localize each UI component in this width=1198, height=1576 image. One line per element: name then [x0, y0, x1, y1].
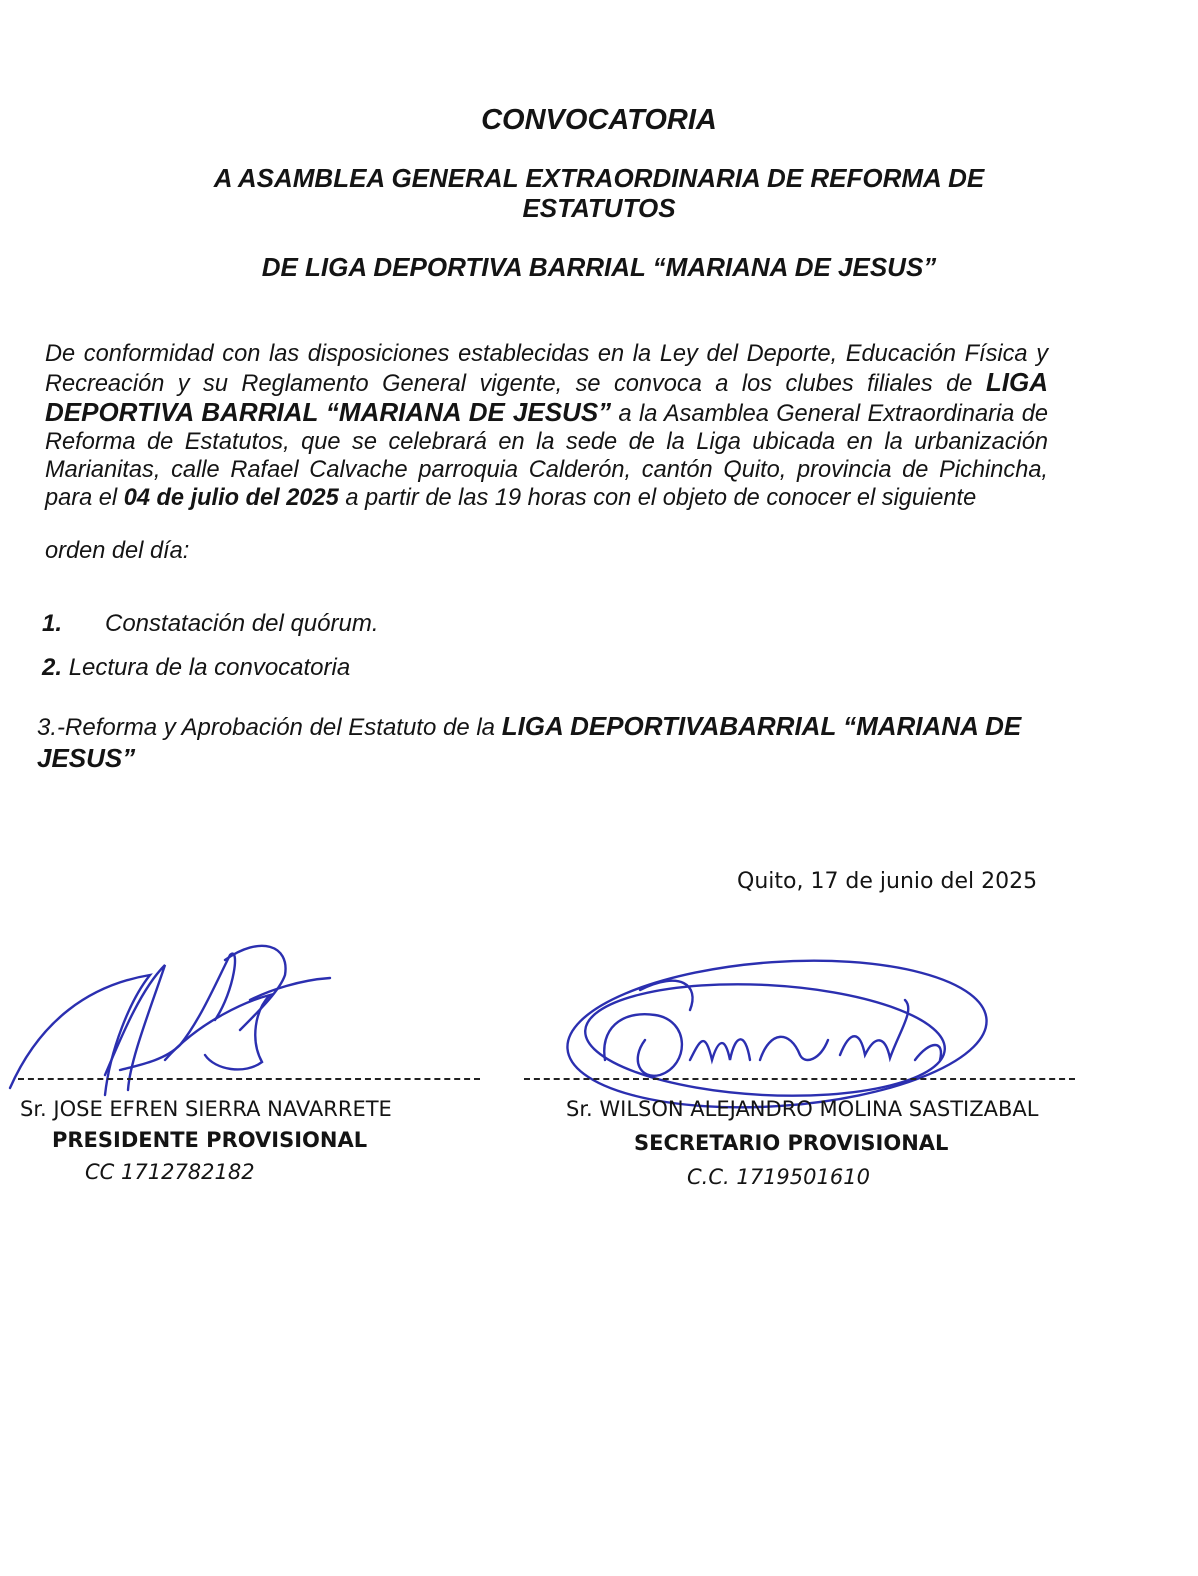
agenda-item-2-text: Lectura de la convocatoria	[68, 654, 351, 681]
left-signatory-id: CC 1712782182	[85, 1160, 255, 1184]
paragraph-part2: a la Asamblea General Extraordinaria de Reforma de Estatutos, que se celebrará en la sede de la Liga ubicada en la urbanización Marianitas, calle Rafael Calvache parroquia Calderón, cantón Quito, provincia de Pichincha, para el	[45, 401, 1048, 511]
agenda-item-3-prefix: 3.-Reforma y Aprobación del Estatuto de la	[37, 714, 502, 741]
right-signatory-id: C.C. 1719501610	[687, 1165, 870, 1189]
left-signature-line	[18, 1078, 480, 1080]
agenda-item-1-text: Constatación del quórum.	[105, 610, 379, 637]
right-signatory-role: SECRETARIO PROVISIONAL	[634, 1131, 949, 1155]
left-signatory-name: Sr. JOSE EFREN SIERRA NAVARRETE	[20, 1097, 392, 1121]
agenda-item-2-number: 2.	[42, 654, 63, 681]
place-date: Quito, 17 de junio del 2025	[737, 869, 1038, 894]
orden-del-dia-label: orden del día:	[45, 538, 190, 564]
left-signature	[10, 946, 330, 1095]
agenda-item-3-liga: LIGA DEPORTIVABARRIAL “MARIANA DE JESUS”	[37, 711, 1022, 773]
paragraph-part1: De conformidad con las disposiciones establecidas en la Ley del Deporte, Educación Física y Recreación y su Reglamento General vigente, se convoca a los clubes filiales de	[45, 341, 1048, 397]
paragraph-part3: a partir de las 19 horas con el objeto de conocer el siguiente	[338, 485, 977, 511]
paragraph-liga-name: LIGA DEPORTIVA BARRIAL “MARIANA DE JESUS”	[45, 367, 1048, 427]
document-subtitle-text: A ASAMBLEA GENERAL EXTRAORDINARIA DE REFORMA DE ESTATUTOS	[213, 163, 985, 223]
right-signature-line	[524, 1078, 1075, 1080]
right-signatory-name: Sr. WILSON ALEJANDRO MOLINA SASTIZABAL	[566, 1097, 1039, 1121]
left-signatory-role: PRESIDENTE PROVISIONAL	[52, 1128, 368, 1152]
document-title: CONVOCATORIA	[481, 104, 717, 136]
right-signature	[562, 948, 991, 1121]
paragraph-date: 04 de julio del 2025	[123, 485, 339, 511]
liga-heading: DE LIGA DEPORTIVA BARRIAL “MARIANA DE JESUS”	[261, 252, 937, 282]
agenda-item-1-number: 1.	[42, 610, 63, 637]
